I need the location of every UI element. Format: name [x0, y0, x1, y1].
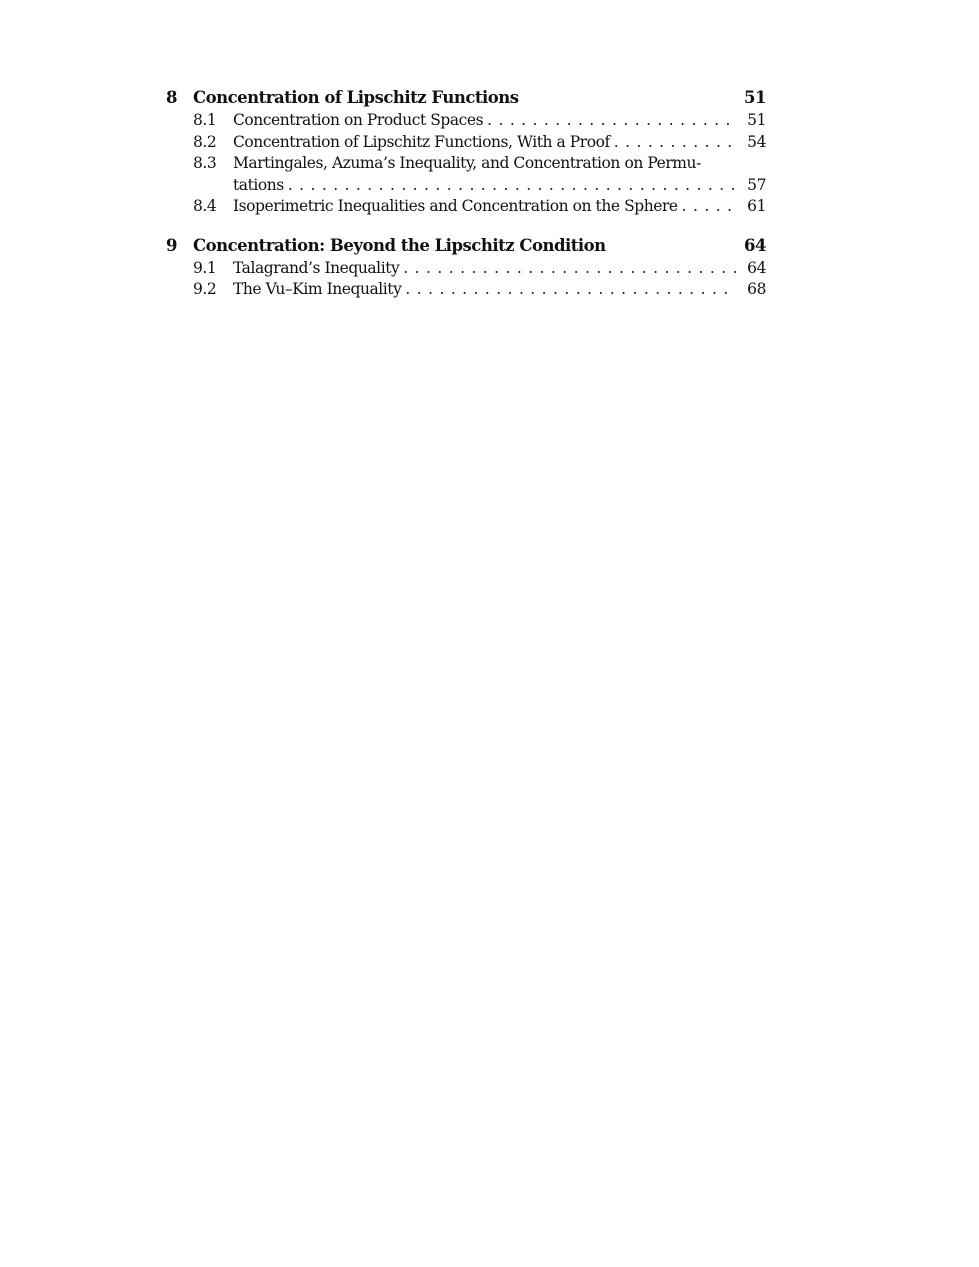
dot-leader	[399, 258, 736, 280]
chapter-heading[interactable]	[166, 86, 766, 110]
section-title: Isoperimetric Inequalities and Concentration on the Sphere	[233, 197, 678, 215]
section-title: Concentration of Lipschitz Functions, With a Proof	[233, 132, 610, 151]
section-number: 8.1	[193, 111, 217, 129]
chapter-title: Concentration of Lipschitz Functions	[193, 88, 519, 107]
dot-leader	[483, 110, 736, 132]
section-title: The Vu–Kim Inequality	[233, 280, 402, 298]
table-of-contents	[166, 86, 766, 301]
section-title-line-2: tations	[233, 175, 284, 194]
section-title-line-1: Martingales, Azuma’s Inequality, and Concentration on Permu-	[233, 154, 701, 172]
chapter-page-number: 64	[744, 235, 766, 255]
chapter-title: Concentration: Beyond the Lipschitz Condition	[193, 235, 606, 255]
dot-leader	[284, 175, 736, 197]
section-entry-8-1[interactable]	[166, 110, 766, 132]
section-entry-8-2[interactable]	[166, 132, 766, 154]
dot-leader	[401, 279, 736, 301]
section-number: 9.2	[193, 280, 217, 298]
section-number: 8.4	[193, 197, 217, 215]
chapter-page-number: 51	[744, 88, 766, 107]
section-page-number: 68	[747, 280, 766, 298]
section-page-number: 51	[747, 111, 766, 129]
chapter-heading[interactable]	[166, 234, 766, 258]
section-entry-8-4[interactable]	[166, 196, 766, 218]
section-entry-9-2[interactable]	[166, 279, 766, 301]
section-title: Concentration on Product Spaces	[233, 111, 484, 129]
chapter-9	[166, 234, 766, 301]
dot-leader	[610, 132, 736, 154]
section-entry-8-3[interactable]	[166, 153, 766, 196]
section-number: 8.3	[193, 154, 217, 172]
section-number: 9.1	[193, 258, 217, 277]
section-page-number: 57	[747, 175, 766, 194]
section-number: 8.2	[193, 132, 217, 151]
section-entry-9-1[interactable]	[166, 258, 766, 280]
section-title: Talagrand’s Inequality	[233, 258, 400, 277]
chapter-8	[166, 86, 766, 218]
section-page-number: 64	[747, 258, 766, 277]
dot-leader	[678, 196, 736, 218]
section-page-number: 54	[747, 132, 766, 151]
section-page-number: 61	[747, 197, 766, 215]
chapter-number: 8	[166, 88, 177, 107]
chapter-number: 9	[166, 235, 177, 255]
